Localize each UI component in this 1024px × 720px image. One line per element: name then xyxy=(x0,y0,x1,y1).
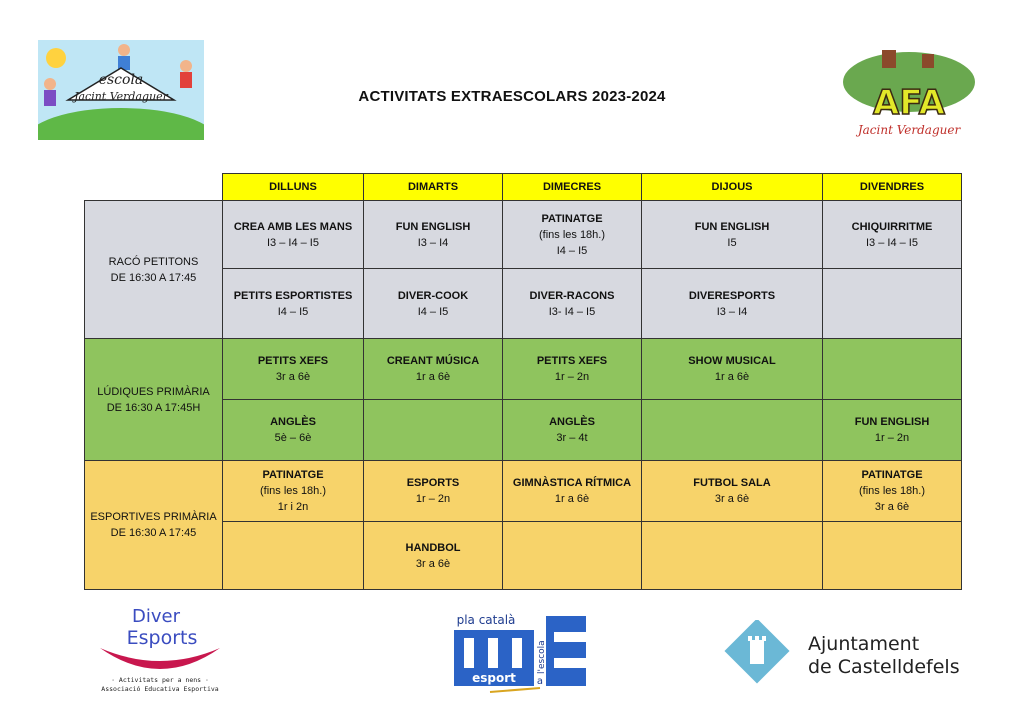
schedule-table xyxy=(84,173,962,590)
diver-esports-logo xyxy=(90,604,230,696)
table-row xyxy=(85,461,962,522)
activity-cell xyxy=(503,201,642,269)
afa-logo-text: AFA xyxy=(873,83,945,123)
pla-logo-esport-text: esport xyxy=(472,671,516,685)
empty-cell xyxy=(823,269,962,339)
activity-cell xyxy=(642,269,823,339)
empty-cell xyxy=(642,522,823,590)
activity-cell xyxy=(223,461,364,522)
empty-cell xyxy=(364,400,503,461)
activity-name: PETITS XEFS xyxy=(257,355,329,367)
activity-name: FUN ENGLISH xyxy=(694,220,770,233)
activity-name: PETITS XEFS xyxy=(536,355,608,367)
activity-name: ESPORTS xyxy=(406,477,460,489)
activity-name: DIVER-COOK xyxy=(397,289,469,302)
activity-name: ANGLÈS xyxy=(270,416,316,428)
empty-cell xyxy=(223,522,364,590)
day-header-tuesday: DIMARTS xyxy=(364,174,503,201)
activity-cell xyxy=(503,339,642,400)
activity-detail: 3r – 4t xyxy=(556,432,588,444)
empty-cell xyxy=(503,522,642,590)
activity-detail: I5 xyxy=(727,236,737,249)
diver-logo-text-2: Esports xyxy=(126,627,198,649)
activity-detail: I3 – I4 – I5 xyxy=(866,236,918,249)
activity-detail: 1r a 6è xyxy=(415,371,451,383)
activity-detail: (fins les 18h.) xyxy=(538,228,606,241)
header-corner xyxy=(85,174,223,201)
activity-detail: I4 – I5 xyxy=(556,244,588,257)
activity-cell xyxy=(503,461,642,522)
ajuntament-logo xyxy=(724,620,974,692)
table-row xyxy=(85,201,962,269)
day-header-friday: DIVENDRES xyxy=(823,174,962,201)
group-label-ludiques-primaria xyxy=(85,339,223,461)
pla-logo-a-text: a xyxy=(536,676,544,687)
activity-cell xyxy=(223,400,364,461)
activity-detail: 1r – 2n xyxy=(415,493,451,505)
group-label-time: DE 16:30 A 17:45 xyxy=(110,527,197,539)
activity-detail: 1r a 6è xyxy=(554,493,590,505)
activity-cell xyxy=(642,461,823,522)
diver-logo-tagline-2: Associació Educativa Esportiva xyxy=(101,685,219,693)
activity-detail: (fins les 18h.) xyxy=(259,485,327,497)
activity-detail: I3 – I4 xyxy=(716,305,748,318)
activity-name: GIMNÀSTICA RÍTMICA xyxy=(512,477,632,489)
activity-cell xyxy=(503,400,642,461)
school-logo-text-1: escola xyxy=(98,72,144,88)
ajuntament-logo-text-2: de Castelldefels xyxy=(808,656,960,678)
activity-name: SHOW MUSICAL xyxy=(688,355,776,367)
day-header-row xyxy=(85,174,962,201)
activity-name: ANGLÈS xyxy=(549,416,595,428)
activity-name: CREANT MÚSICA xyxy=(386,355,480,367)
page-title: ACTIVITATS EXTRAESCOLARS 2023-2024 xyxy=(358,88,666,105)
activity-detail: 3r a 6è xyxy=(714,493,750,505)
activity-detail: I4 – I5 xyxy=(277,305,309,318)
activity-detail: 1r – 2n xyxy=(554,371,590,383)
group-label-line: ESPORTIVES PRIMÀRIA xyxy=(90,511,217,523)
activity-name: PATINATGE xyxy=(262,469,324,481)
group-label-time: DE 16:30 A 17:45 xyxy=(110,271,197,284)
day-header-monday: DILLUNS xyxy=(223,174,364,201)
activity-name: HANDBOL xyxy=(405,541,461,554)
empty-cell xyxy=(642,400,823,461)
group-label-line: LÚDIQUES PRIMÀRIA xyxy=(97,385,210,398)
activity-detail: (fins les 18h.) xyxy=(858,485,926,497)
activity-cell xyxy=(823,201,962,269)
activity-name: DIVERESPORTS xyxy=(688,289,776,302)
day-header-wednesday: DIMECRES xyxy=(503,174,642,201)
activity-name: FUN ENGLISH xyxy=(395,220,471,233)
activity-cell xyxy=(642,339,823,400)
activity-cell xyxy=(364,522,503,590)
diver-logo-tagline-1: · Activitats per a nens · xyxy=(111,676,209,684)
activity-name: CHIQUIRRITME xyxy=(851,220,933,233)
activity-detail: I3 – I4 – I5 xyxy=(267,236,319,249)
day-header-thursday: DIJOUS xyxy=(642,174,823,201)
activity-detail: 1r – 2n xyxy=(874,432,910,444)
activity-cell xyxy=(364,461,503,522)
activity-name: PATINATGE xyxy=(541,212,603,225)
afa-logo-subtext: Jacint Verdaguer xyxy=(857,123,961,137)
group-label-line: RACÓ PETITONS xyxy=(108,255,199,268)
pla-catala-logo xyxy=(450,608,590,694)
empty-cell xyxy=(823,339,962,400)
diver-logo-text-1: Diver xyxy=(132,606,180,627)
activity-name: FUTBOL SALA xyxy=(693,477,771,489)
empty-cell xyxy=(823,522,962,590)
activity-detail: I3 – I4 xyxy=(417,236,449,249)
activity-cell xyxy=(364,201,503,269)
table-row xyxy=(85,339,962,400)
group-label-time: DE 16:30 A 17:45H xyxy=(106,401,201,414)
activity-detail: 3r a 6è xyxy=(275,371,311,383)
activity-cell xyxy=(223,201,364,269)
group-label-raco-petitons xyxy=(85,201,223,339)
activity-detail: 1r a 6è xyxy=(714,371,750,383)
activity-detail: I4 – I5 xyxy=(417,305,449,318)
activity-cell xyxy=(364,269,503,339)
activity-cell xyxy=(503,269,642,339)
group-label-esportives-primaria xyxy=(85,461,223,590)
ajuntament-logo-text-1: Ajuntament xyxy=(808,633,920,655)
activity-cell xyxy=(223,339,364,400)
pla-logo-escola-text: l'escola xyxy=(537,640,547,674)
activity-name: FUN ENGLISH xyxy=(854,416,930,428)
activity-detail: 1r i 2n xyxy=(277,501,309,513)
school-logo-text-2: Jacint Verdaguer xyxy=(74,90,168,103)
activity-detail: 3r a 6è xyxy=(874,501,910,513)
activity-detail: I3- I4 – I5 xyxy=(548,305,596,318)
activity-name: DIVER-RACONS xyxy=(529,289,615,302)
activity-cell xyxy=(642,201,823,269)
activity-name: CREA AMB LES MANS xyxy=(233,220,353,233)
activity-detail: 3r a 6è xyxy=(415,557,451,570)
pla-logo-top-text: pla català xyxy=(456,613,516,627)
activity-detail: 5è – 6è xyxy=(274,432,312,444)
activity-cell xyxy=(364,339,503,400)
activity-cell xyxy=(223,269,364,339)
activity-name: PATINATGE xyxy=(861,469,923,481)
afa-logo xyxy=(826,44,992,140)
activity-cell xyxy=(823,461,962,522)
activity-cell xyxy=(823,400,962,461)
activity-name: PETITS ESPORTISTES xyxy=(233,289,353,302)
